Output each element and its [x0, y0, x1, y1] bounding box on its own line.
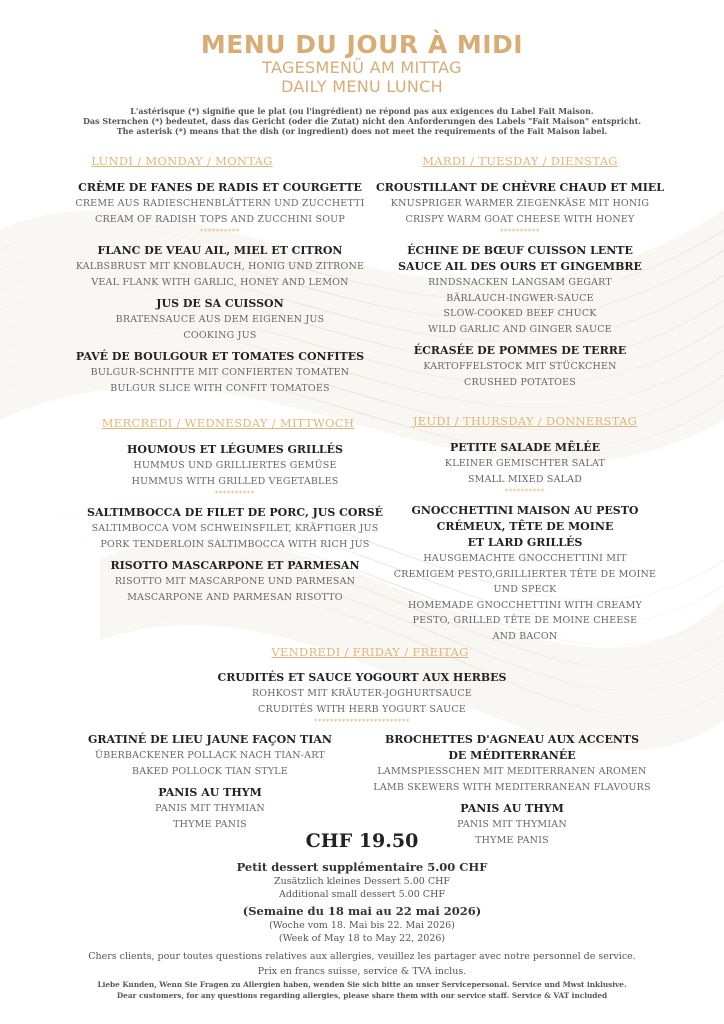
monday-dish-2: FLANC DE VEAU AIL, MIEL ET CITRON: [97, 244, 343, 257]
dessert-de: Zusätzlich kleines Dessert 5.00 CHF: [273, 876, 450, 887]
thursday-dish-2-de-2: CREMIGEM PESTO,GRILLIERTER TÊTE DE MOINE: [393, 568, 657, 580]
monday-dish-1-en: CREAM OF RADISH TOPS AND ZUCCHINI SOUP: [95, 213, 345, 225]
dessert-fr: Petit dessert supplémentaire 5.00 CHF: [236, 860, 488, 874]
thursday-dish-2-en-3: AND BACON: [492, 630, 558, 642]
friday-starter: [162, 670, 562, 727]
separator: **********: [200, 228, 240, 236]
tuesday-dish-3-en: CRUSHED POTATOES: [464, 376, 576, 388]
tuesday-dish-2-de-2: BÄRLAUCH-INGWER-SAUCE: [446, 292, 594, 304]
menu-title-de: TAGESMENÜ AM MITTAG: [262, 58, 462, 77]
wednesday-dish-1-en: HUMMUS WITH GRILLED VEGETABLES: [131, 475, 339, 487]
monday-dish-3-de: BRATENSAUCE AUS DEM EIGENEN JUS: [115, 314, 325, 325]
friday-right-dish-2-de: PANIS MIT THYMIAN: [457, 819, 567, 830]
friday-dish-1: CRUDITÉS ET SAUCE YOGOURT AUX HERBES: [217, 671, 507, 684]
wednesday-dish-2: SALTIMBOCCA DE FILET DE PORC, JUS CORSÉ: [87, 506, 383, 519]
monday-dish-3: JUS DE SA CUISSON: [156, 297, 284, 310]
friday-dish-1-en: CRUDITÉS WITH HERB YOGURT SAUCE: [258, 703, 466, 715]
friday-left-dish-2-en: THYME PANIS: [173, 818, 247, 830]
friday-right-dish-1-en: LAMB SKEWERS WITH MEDITERRANEAN FLAVOURS: [373, 781, 651, 793]
friday-left-dish-1: GRATINÉ DE LIEU JAUNE FAÇON TIAN: [88, 733, 332, 746]
tuesday-dish-2-line-2: SAUCE AIL DES OURS ET GINGEMBRE: [398, 260, 642, 273]
week-fr: (Semaine du 18 mai au 22 mai 2026): [242, 904, 482, 918]
friday-left-dish-1-de: ÜBERBACKENER POLLACK NACH TIAN-ART: [95, 750, 325, 761]
menu-price: CHF 19.50: [305, 830, 419, 852]
allergy-note-de: Liebe Kunden, Wenn Sie Fragen zu Allergien haben, wenden Sie sich bitte an unser Servicepersonal. Service und Mwst inklusive.: [97, 980, 627, 989]
dessert-en: Additional small dessert 5.00 CHF: [279, 889, 445, 900]
friday-left-menu: [60, 732, 360, 832]
thursday-dish-2-en-1: HOMEMADE GNOCCHETTINI WITH CREAMY: [407, 599, 642, 611]
monday-dish-1-de: CREME AUS RADIESCHENBLÄTTERN UND ZUCCHETTI: [75, 198, 365, 209]
friday-right-dish-2: PANIS AU THYM: [460, 802, 564, 815]
separator: **********: [500, 228, 540, 236]
wednesday-dish-3-en: MASCARPONE AND PARMESAN RISOTTO: [127, 591, 343, 603]
thursday-dish-2-de-3: UND SPECK: [493, 584, 557, 595]
friday-right-dish-2-en: THYME PANIS: [475, 834, 549, 846]
tuesday-dish-2-en-2: WILD GARLIC AND GINGER SAUCE: [428, 323, 612, 335]
separator-long: ************************: [314, 718, 410, 726]
disclaimer-en: The asterisk (*) means that the dish (or ingredient) does not meet the requirements of the Fait Maison label.: [116, 126, 608, 136]
wednesday-dish-1: HOUMOUS ET LÉGUMES GRILLÉS: [126, 443, 343, 456]
friday-dish-1-de: ROHKOST MIT KRÄUTER-JOGHURTSAUCE: [251, 688, 473, 699]
friday-left-dish-2-de: PANIS MIT THYMIAN: [155, 803, 265, 814]
friday-right-dish-1-de: LAMMSPIESSCHEN MIT MEDITERRANEN AROMEN: [377, 766, 647, 777]
thursday-dish-2-de-1: HAUSGEMACHTE GNOCCHETTINI MIT: [423, 553, 627, 564]
day-heading-monday: LUNDI / MONDAY / MONTAG: [91, 154, 273, 168]
wednesday-dish-2-de: SALTIMBOCCA VOM SCHWEINSFILET, KRÄFTIGER JUS: [91, 523, 379, 534]
tuesday-dish-2-line-1: ÉCHINE DE BŒUF CUISSON LENTE: [407, 244, 633, 257]
day-heading-tuesday: MARDI / TUESDAY / DIENSTAG: [422, 154, 618, 168]
thursday-menu: [375, 440, 675, 644]
friday-right-dish-1-line-2: DE MÉDITERRANÉE: [448, 749, 576, 762]
tuesday-dish-1-de: KNUSPRIGER WARMER ZIEGENKÄSE MIT HONIG: [390, 198, 650, 209]
wednesday-dish-3: RISOTTO MASCARPONE ET PARMESAN: [110, 559, 360, 572]
thursday-dish-1: PETITE SALADE MÊLÉE: [450, 441, 600, 454]
tuesday-menu: [370, 180, 670, 390]
monday-dish-4-de: BULGUR-SCHNITTE MIT CONFIERTEN TOMATEN: [90, 367, 350, 378]
thursday-dish-1-en: SMALL MIXED SALAD: [467, 473, 583, 485]
wednesday-dish-2-en: PORK TENDERLOIN SALTIMBOCCA WITH RICH JUS: [100, 538, 370, 550]
tuesday-dish-1-en: CRISPY WARM GOAT CHEESE WITH HONEY: [405, 213, 635, 225]
allergy-note-en: Dear customers, for any questions regarding allergies, please share them with our service staff. Service & VAT included: [116, 991, 608, 1000]
prices-note-fr: Prix en francs suisse, service & TVA inclus.: [257, 966, 467, 977]
monday-dish-1: CRÈME DE FANES DE RADIS ET COURGETTE: [78, 181, 362, 194]
tuesday-dish-1: CROUSTILLANT DE CHÈVRE CHAUD ET MIEL: [375, 181, 665, 194]
separator: **********: [505, 488, 545, 496]
friday-left-dish-2: PANIS AU THYM: [158, 786, 262, 799]
monday-dish-2-de: KALBSBRUST MIT KNOBLAUCH, HONIG UND ZITRONE: [75, 261, 365, 272]
thursday-dish-1-de: KLEINER GEMISCHTER SALAT: [444, 458, 606, 469]
day-heading-friday: VENDREDI / FRIDAY / FREITAG: [271, 645, 469, 659]
week-en: (Week of May 18 to May 22, 2026): [278, 933, 446, 944]
menu-title-en: DAILY MENU LUNCH: [281, 77, 443, 96]
wednesday-dish-3-de: RISOTTO MIT MASCARPONE UND PARMESAN: [114, 576, 356, 587]
thursday-dish-2-line-1: GNOCCHETTINI MAISON AU PESTO: [411, 504, 639, 517]
wednesday-dish-1-de: HUMMUS UND GRILLIERTES GEMÜSE: [133, 460, 337, 471]
separator: **********: [215, 490, 255, 498]
tuesday-dish-2-en-1: SLOW-COOKED BEEF CHUCK: [443, 308, 597, 319]
monday-dish-2-en: VEAL FLANK WITH GARLIC, HONEY AND LEMON: [91, 276, 349, 288]
monday-dish-3-en: COOKING JUS: [183, 329, 257, 341]
thursday-dish-2-line-2: CRÉMEUX, TÊTE DE MOINE: [436, 520, 614, 533]
tuesday-dish-3: ÉCRASÉE DE POMMES DE TERRE: [413, 344, 627, 357]
friday-left-dish-1-en: BAKED POLLOCK TIAN STYLE: [132, 765, 288, 777]
thursday-dish-2-en-2: PESTO, GRILLED TÊTE DE MOINE CHEESE: [412, 615, 638, 626]
monday-menu: [65, 180, 375, 396]
day-heading-thursday: JEUDI / THURSDAY / DONNERSTAG: [412, 414, 638, 428]
thursday-dish-2-line-3: ET LARD GRILLÉS: [467, 536, 583, 549]
allergy-note-fr: Chers clients, pour toutes questions relatives aux allergies, veuillez les partager avec notre personnel de service.: [88, 951, 636, 962]
monday-dish-4-en: BULGUR SLICE WITH CONFIT TOMATOES: [110, 382, 330, 394]
friday-right-dish-1-line-1: BROCHETTES D'AGNEAU AUX ACCENTS: [384, 733, 640, 746]
day-heading-wednesday: MERCREDI / WEDNESDAY / MITTWOCH: [101, 416, 355, 430]
monday-dish-4: PAVÉ DE BOULGOUR ET TOMATES CONFITES: [75, 350, 365, 363]
disclaimer-de: Das Sternchen (*) bedeutet, dass das Gericht (oder die Zutat) nicht den Anforderungen des Labels "Fait Maison" entspricht.: [82, 116, 642, 126]
tuesday-dish-2-de-1: RINDSNACKEN LANGSAM GEGART: [428, 277, 612, 288]
menu-title-fr: MENU DU JOUR À MIDI: [200, 30, 524, 59]
wednesday-menu: [75, 442, 395, 605]
disclaimer-fr: L'astérisque (*) signifie que le plat (ou l'ingrédient) ne répond pas aux exigences du Label Fait Maison.: [130, 106, 594, 116]
tuesday-dish-3-de: KARTOFFELSTOCK MIT STÜCKCHEN: [423, 361, 617, 372]
week-de: (Woche vom 18. Mai bis 22. Mai 2026): [269, 920, 455, 931]
